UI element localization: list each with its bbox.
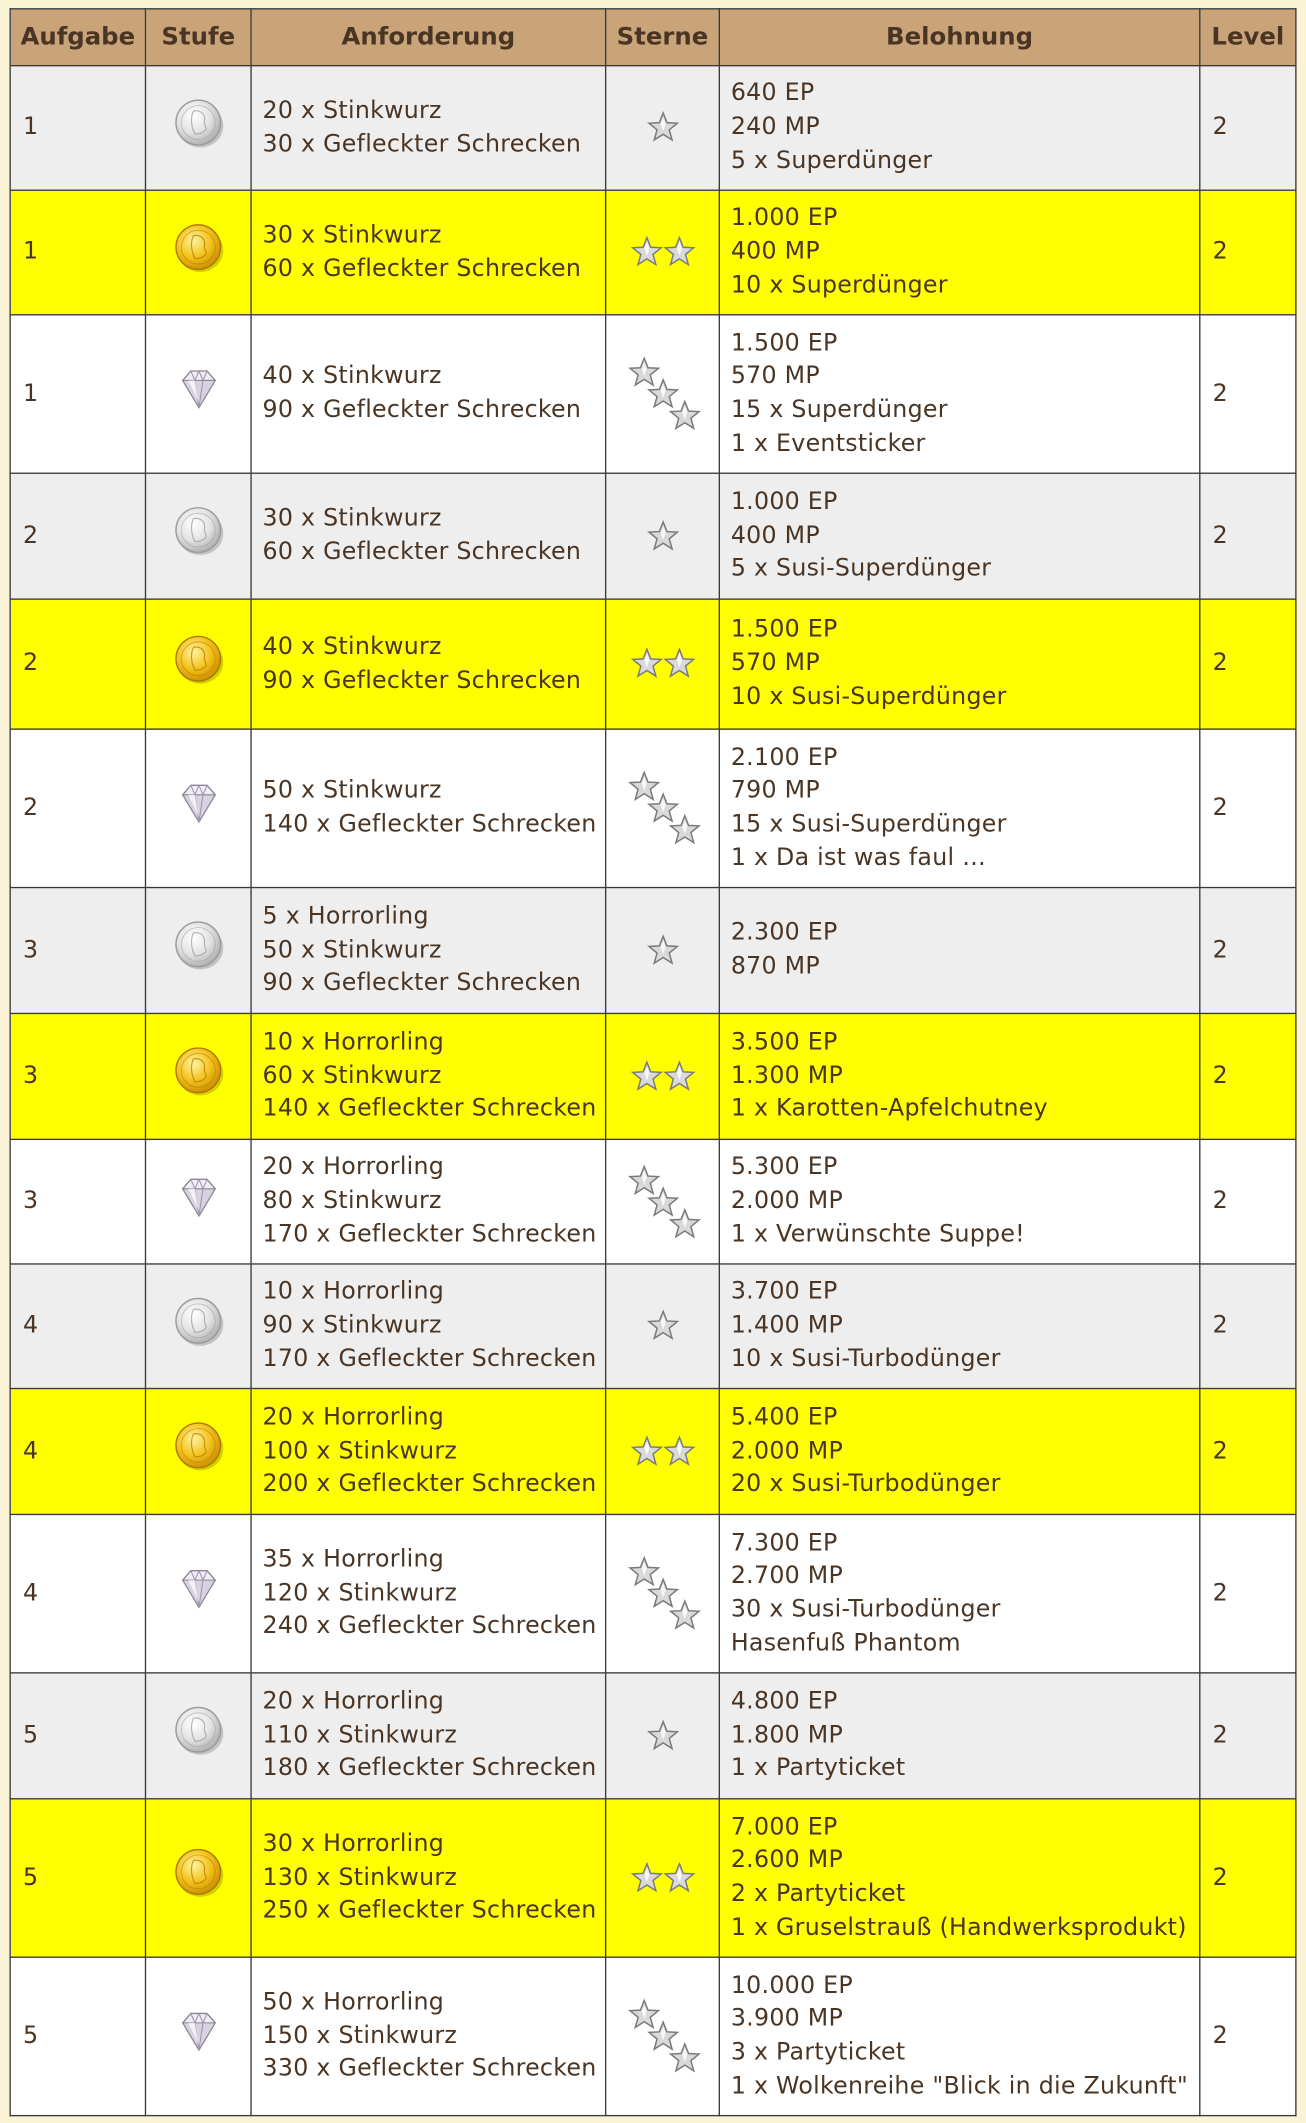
aufgabe-cell: 4 — [10, 1264, 145, 1389]
star-icon — [646, 519, 678, 551]
belohnung-line: 5 x Susi-Superdünger — [730, 555, 992, 583]
belohnung-line: 1.000 EP — [730, 488, 838, 516]
star-icon — [646, 111, 678, 143]
anforderung-line: 110 x Stinkwurz — [262, 1721, 458, 1749]
stufe-cell — [145, 1139, 251, 1264]
belohnung-line: 1.400 MP — [730, 1312, 844, 1340]
anforderung-cell — [251, 1957, 606, 2115]
stufe-cell — [145, 66, 251, 191]
anforderung-line: 140 x Gefleckter Schrecken — [262, 811, 597, 839]
anforderung-line: 60 x Stinkwurz — [262, 1062, 442, 1090]
anforderung-line: 60 x Gefleckter Schrecken — [262, 538, 582, 566]
stars-rating — [627, 1556, 697, 1632]
level-cell: 2 — [1200, 1389, 1296, 1515]
belohnung-cell — [719, 315, 1199, 473]
belohnung-line: 240 MP — [730, 113, 820, 142]
stufe-cell — [145, 1013, 251, 1139]
anforderung-line: 250 x Gefleckter Schrecken — [262, 1897, 597, 1925]
table-row — [10, 1673, 1296, 1799]
belohnung-cell — [719, 888, 1199, 1014]
anforderung-cell — [251, 1514, 606, 1672]
stufe-cell — [145, 1673, 251, 1799]
level-cell: 2 — [1200, 66, 1296, 191]
stufe-cell — [145, 190, 251, 315]
belohnung-cell — [719, 1799, 1199, 1957]
star-icon — [662, 236, 694, 268]
level-cell: 2 — [1200, 729, 1296, 887]
aufgabe-cell: 3 — [10, 888, 145, 1014]
level-cell: 2 — [1200, 888, 1296, 1014]
sterne-cell — [606, 1514, 720, 1672]
belohnung-line: 5 x Superdünger — [730, 147, 933, 175]
stars-rating — [646, 111, 678, 143]
anforderung-cell — [251, 1799, 606, 1957]
anforderung-cell — [251, 1389, 606, 1515]
stufe-cell — [145, 888, 251, 1014]
belohnung-cell — [719, 729, 1199, 887]
anforderung-line: 50 x Stinkwurz — [262, 777, 442, 805]
belohnung-cell — [719, 1957, 1199, 2115]
stars-rating — [630, 1060, 695, 1092]
anforderung-line: 170 x Gefleckter Schrecken — [262, 1221, 597, 1249]
sterne-cell — [606, 1139, 720, 1264]
belohnung-line: 870 MP — [730, 953, 820, 981]
anforderung-line: 80 x Stinkwurz — [262, 1187, 442, 1215]
belohnung-line: 15 x Susi-Superdünger — [730, 811, 1007, 839]
sterne-cell — [606, 66, 720, 191]
anforderung-line: 50 x Stinkwurz — [262, 936, 442, 964]
anforderung-line: 20 x Stinkwurz — [262, 97, 442, 125]
diamond-icon — [171, 1169, 225, 1234]
stars-rating — [627, 770, 697, 846]
header-level: Level — [1200, 9, 1296, 66]
belohnung-line: 7.000 EP — [730, 1813, 838, 1841]
star-icon — [668, 1207, 700, 1239]
star-icon — [668, 399, 700, 431]
belohnung-line: 10.000 EP — [730, 1972, 853, 2000]
belohnung-cell — [719, 1139, 1199, 1264]
anforderung-cell — [251, 315, 606, 473]
anforderung-line: 90 x Gefleckter Schrecken — [262, 969, 582, 998]
anforderung-line: 240 x Gefleckter Schrecken — [262, 1613, 597, 1641]
diamond-icon — [171, 1561, 225, 1626]
stars-rating — [646, 1719, 678, 1751]
level-cell: 2 — [1200, 190, 1296, 315]
stars-rating — [627, 1999, 697, 2075]
aufgabe-cell: 1 — [10, 190, 145, 315]
stufe-cell — [145, 1514, 251, 1672]
anforderung-cell — [251, 1264, 606, 1389]
anforderung-line: 5 x Horrorling — [262, 903, 429, 931]
table-row — [10, 66, 1296, 191]
table-row — [10, 1514, 1296, 1672]
belohnung-line: 2.100 EP — [730, 744, 838, 772]
star-icon — [630, 647, 662, 679]
belohnung-line: Hasenfuß Phantom — [730, 1629, 961, 1657]
anforderung-cell — [251, 729, 606, 887]
star-icon — [668, 814, 700, 846]
belohnung-cell — [719, 1264, 1199, 1389]
gold-coin-icon — [171, 632, 225, 697]
star-icon — [630, 1060, 662, 1092]
stars-rating — [627, 1164, 697, 1240]
level-cell: 2 — [1200, 1264, 1296, 1389]
table-row — [10, 1957, 1296, 2115]
anforderung-line: 30 x Stinkwurz — [262, 221, 442, 249]
star-icon — [668, 1599, 700, 1631]
stufe-cell — [145, 1799, 251, 1957]
belohnung-line: 570 MP — [730, 650, 820, 678]
anforderung-cell — [251, 888, 606, 1014]
gold-coin-icon — [171, 1419, 225, 1484]
anforderung-line: 30 x Horrorling — [262, 1830, 445, 1858]
anforderung-line: 90 x Stinkwurz — [262, 1312, 442, 1340]
anforderung-line: 30 x Stinkwurz — [262, 505, 442, 533]
sterne-cell — [606, 190, 720, 315]
diamond-icon — [171, 362, 225, 427]
star-icon — [630, 236, 662, 268]
header-aufgabe: Aufgabe — [10, 9, 145, 66]
belohnung-line: 15 x Superdünger — [730, 396, 948, 424]
sterne-cell — [606, 888, 720, 1014]
anforderung-line: 50 x Horrorling — [262, 1988, 445, 2017]
anforderung-line: 20 x Horrorling — [262, 1154, 445, 1182]
belohnung-line: 3.900 MP — [730, 2005, 844, 2033]
belohnung-cell — [719, 1673, 1199, 1799]
aufgabe-cell: 4 — [10, 1389, 145, 1515]
belohnung-line: 30 x Susi-Turbodünger — [730, 1596, 1001, 1624]
star-icon — [646, 1310, 678, 1342]
table-row — [10, 1389, 1296, 1515]
anforderung-line: 60 x Gefleckter Schrecken — [262, 255, 582, 283]
diamond-icon — [171, 2004, 225, 2069]
anforderung-line: 150 x Stinkwurz — [262, 2022, 458, 2050]
table-row — [10, 1139, 1296, 1264]
anforderung-line: 330 x Gefleckter Schrecken — [262, 2055, 597, 2083]
level-cell: 2 — [1200, 1013, 1296, 1139]
belohnung-line: 3.500 EP — [730, 1028, 838, 1057]
level-cell: 2 — [1200, 1139, 1296, 1264]
belohnung-line: 7.300 EP — [730, 1529, 838, 1557]
belohnung-line: 2.300 EP — [730, 919, 838, 947]
belohnung-line: 1 x Da ist was faul … — [730, 844, 987, 872]
level-cell: 2 — [1200, 1514, 1296, 1672]
belohnung-cell — [719, 66, 1199, 191]
anforderung-line: 90 x Gefleckter Schrecken — [262, 666, 582, 694]
belohnung-line: 1 x Eventsticker — [730, 430, 926, 458]
belohnung-line: 3.700 EP — [730, 1278, 838, 1306]
belohnung-line: 1 x Karotten-Apfelchutney — [730, 1095, 1048, 1123]
aufgabe-cell: 5 — [10, 1799, 145, 1957]
anforderung-line: 40 x Stinkwurz — [262, 363, 442, 391]
header-stufe: Stufe — [145, 9, 251, 66]
silver-coin-icon — [171, 504, 225, 569]
table-row — [10, 888, 1296, 1014]
belohnung-line: 1 x Verwünschte Suppe! — [730, 1221, 1025, 1249]
belohnung-line: 1.500 EP — [730, 616, 838, 644]
belohnung-line: 2.600 MP — [730, 1847, 844, 1875]
aufgabe-cell: 4 — [10, 1514, 145, 1672]
table-row — [10, 315, 1296, 473]
belohnung-cell — [719, 1013, 1199, 1139]
aufgabe-cell: 1 — [10, 315, 145, 473]
star-icon — [646, 1719, 678, 1751]
belohnung-line: 2.000 MP — [730, 1187, 844, 1215]
aufgabe-cell: 5 — [10, 1673, 145, 1799]
gold-coin-icon — [171, 220, 225, 285]
header-sterne: Sterne — [606, 9, 720, 66]
table-row — [10, 1264, 1296, 1389]
anforderung-line: 170 x Gefleckter Schrecken — [262, 1345, 597, 1373]
stars-rating — [646, 934, 678, 966]
sterne-cell — [606, 1389, 720, 1515]
belohnung-cell — [719, 190, 1199, 315]
anforderung-line: 30 x Gefleckter Schrecken — [262, 130, 582, 158]
header-anforderung: Anforderung — [251, 9, 606, 66]
sterne-cell — [606, 1673, 720, 1799]
belohnung-line: 790 MP — [730, 777, 820, 805]
table-row — [10, 190, 1296, 315]
silver-coin-icon — [171, 96, 225, 161]
stars-rating — [630, 647, 695, 679]
belohnung-line: 400 MP — [730, 522, 820, 550]
belohnung-line: 1.800 MP — [730, 1721, 844, 1749]
anforderung-line: 10 x Horrorling — [262, 1028, 445, 1057]
anforderung-cell — [251, 473, 606, 599]
stars-rating — [630, 1435, 695, 1467]
level-cell: 2 — [1200, 1673, 1296, 1799]
belohnung-line: 10 x Susi-Turbodünger — [730, 1345, 1001, 1373]
star-icon — [646, 934, 678, 966]
anforderung-line: 10 x Horrorling — [262, 1278, 445, 1306]
anforderung-line: 120 x Stinkwurz — [262, 1579, 458, 1607]
stars-rating — [630, 1861, 695, 1893]
belohnung-line: 1 x Wolkenreihe "Blick in die Zukunft" — [730, 2072, 1189, 2100]
table-row — [10, 473, 1296, 599]
level-cell: 2 — [1200, 473, 1296, 599]
anforderung-cell — [251, 1139, 606, 1264]
star-icon — [662, 1060, 694, 1092]
anforderung-line: 20 x Horrorling — [262, 1404, 445, 1432]
belohnung-line: 1.500 EP — [730, 329, 838, 357]
anforderung-cell — [251, 1673, 606, 1799]
stufe-cell — [145, 599, 251, 729]
belohnung-line: 1.300 MP — [730, 1062, 844, 1090]
silver-coin-icon — [171, 918, 225, 983]
aufgabe-cell: 3 — [10, 1139, 145, 1264]
anforderung-line: 90 x Gefleckter Schrecken — [262, 396, 582, 424]
anforderung-cell — [251, 599, 606, 729]
star-icon — [630, 1435, 662, 1467]
anforderung-line: 130 x Stinkwurz — [262, 1863, 458, 1892]
anforderung-line: 35 x Horrorling — [262, 1546, 445, 1574]
table-row — [10, 599, 1296, 729]
aufgabe-cell: 3 — [10, 1013, 145, 1139]
tasks-table — [9, 8, 1296, 2116]
belohnung-line: 570 MP — [730, 363, 820, 391]
sterne-cell — [606, 473, 720, 599]
table-header-row — [10, 9, 1296, 66]
belohnung-line: 5.300 EP — [730, 1154, 838, 1182]
anforderung-line: 20 x Horrorling — [262, 1688, 445, 1716]
sterne-cell — [606, 315, 720, 473]
stufe-cell — [145, 1957, 251, 2115]
sterne-cell — [606, 599, 720, 729]
anforderung-cell — [251, 66, 606, 191]
belohnung-line: 2.700 MP — [730, 1562, 844, 1590]
gold-coin-icon — [171, 1846, 225, 1911]
star-icon — [630, 1861, 662, 1893]
star-icon — [662, 647, 694, 679]
sterne-cell — [606, 1264, 720, 1389]
star-icon — [662, 1435, 694, 1467]
belohnung-cell — [719, 1514, 1199, 1672]
aufgabe-cell: 2 — [10, 473, 145, 599]
aufgabe-cell: 2 — [10, 729, 145, 887]
stars-rating — [630, 236, 695, 268]
belohnung-line: 20 x Susi-Turbodünger — [730, 1470, 1001, 1498]
stars-rating — [627, 356, 697, 432]
table-row — [10, 1013, 1296, 1139]
belohnung-line: 4.800 EP — [730, 1688, 838, 1716]
gold-coin-icon — [171, 1044, 225, 1109]
table-body — [10, 66, 1296, 2116]
belohnung-line: 10 x Susi-Superdünger — [730, 683, 1007, 711]
sterne-cell — [606, 1957, 720, 2115]
star-icon — [662, 1861, 694, 1893]
belohnung-line: 2 x Partyticket — [730, 1880, 906, 1908]
sterne-cell — [606, 1013, 720, 1139]
belohnung-line: 3 x Partyticket — [730, 2039, 906, 2067]
belohnung-line: 5.400 EP — [730, 1404, 838, 1432]
stars-rating — [646, 519, 678, 551]
stufe-cell — [145, 1389, 251, 1515]
belohnung-line: 1.000 EP — [730, 205, 838, 233]
sterne-cell — [606, 1799, 720, 1957]
aufgabe-cell: 1 — [10, 66, 145, 191]
stufe-cell — [145, 473, 251, 599]
belohnung-cell — [719, 473, 1199, 599]
stars-rating — [646, 1310, 678, 1342]
anforderung-line: 200 x Gefleckter Schrecken — [262, 1470, 597, 1498]
anforderung-line: 40 x Stinkwurz — [262, 633, 442, 661]
silver-coin-icon — [171, 1704, 225, 1769]
belohnung-cell — [719, 599, 1199, 729]
belohnung-cell — [719, 1389, 1199, 1515]
anforderung-line: 140 x Gefleckter Schrecken — [262, 1095, 597, 1123]
sterne-cell — [606, 729, 720, 887]
level-cell: 2 — [1200, 1799, 1296, 1957]
stufe-cell — [145, 1264, 251, 1389]
header-belohnung: Belohnung — [719, 9, 1199, 66]
table-row — [10, 1799, 1296, 1957]
stufe-cell — [145, 315, 251, 473]
aufgabe-cell: 2 — [10, 599, 145, 729]
anforderung-line: 100 x Stinkwurz — [262, 1437, 458, 1465]
level-cell: 2 — [1200, 599, 1296, 729]
belohnung-line: 400 MP — [730, 238, 820, 266]
table-row — [10, 729, 1296, 887]
belohnung-line: 10 x Superdünger — [730, 271, 948, 300]
anforderung-cell — [251, 190, 606, 315]
level-cell: 2 — [1200, 315, 1296, 473]
belohnung-line: 1 x Gruselstrauß (Handwerksprodukt) — [730, 1914, 1187, 1942]
belohnung-line: 640 EP — [730, 80, 815, 108]
aufgabe-cell: 5 — [10, 1957, 145, 2115]
star-icon — [668, 2042, 700, 2074]
belohnung-line: 1 x Partyticket — [730, 1755, 906, 1783]
silver-coin-icon — [171, 1294, 225, 1359]
level-cell: 2 — [1200, 1957, 1296, 2115]
stufe-cell — [145, 729, 251, 887]
diamond-icon — [171, 776, 225, 841]
anforderung-line: 180 x Gefleckter Schrecken — [262, 1755, 597, 1783]
anforderung-cell — [251, 1013, 606, 1139]
belohnung-line: 2.000 MP — [730, 1437, 844, 1465]
